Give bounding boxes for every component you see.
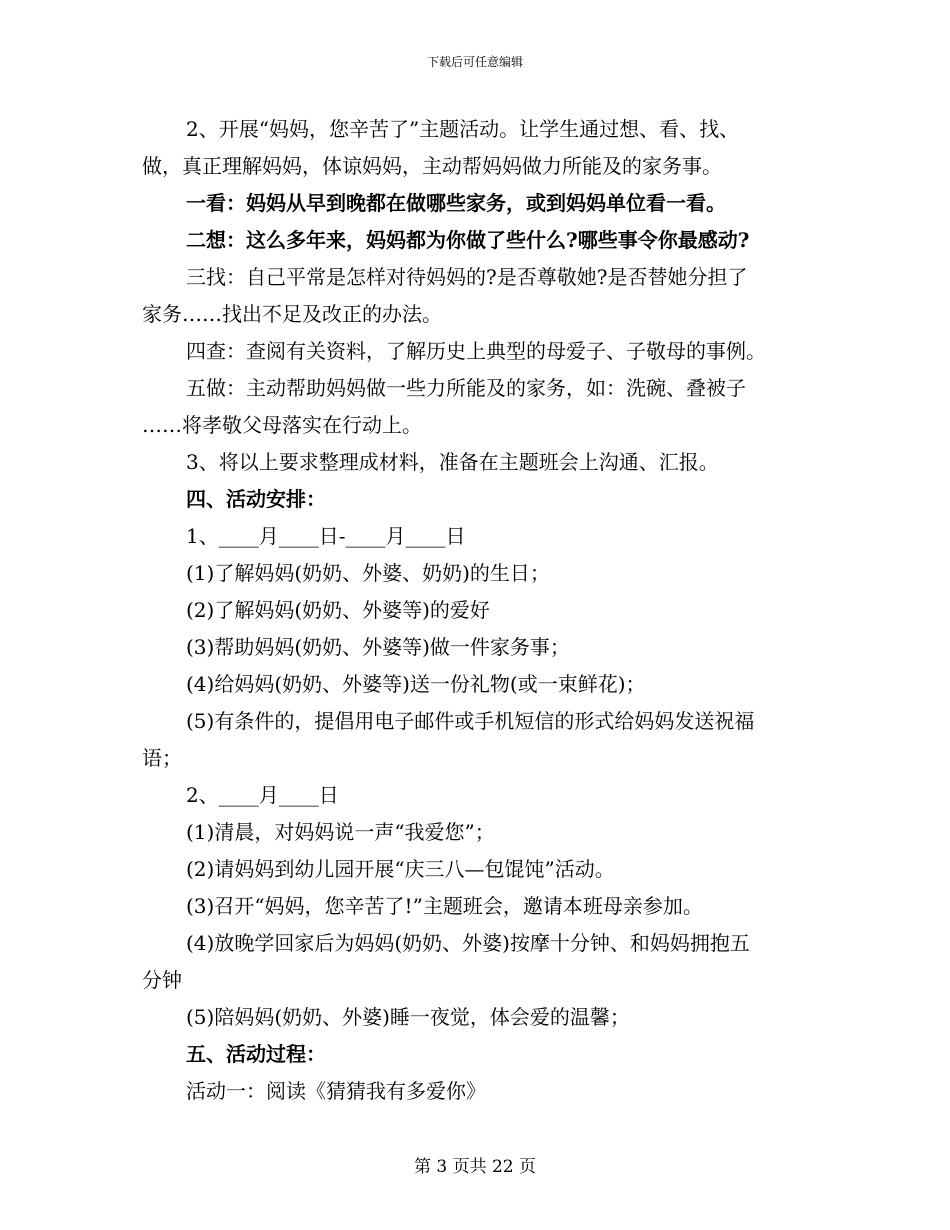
section-heading: 二想：这么多年来，妈妈都为你做了些什么?哪些事令你最感动? <box>186 228 750 252</box>
text-line: (3)召开“妈妈，您辛苦了!”主题班会，邀请本班母亲参加。 <box>186 894 703 918</box>
section-heading: 四、活动安排： <box>186 487 326 511</box>
text-line: (5)有条件的，提倡用电子邮件或手机短信的形式给妈妈发送祝福 <box>186 709 755 733</box>
page-header: 下载后可任意编辑 <box>426 55 523 69</box>
text-line: 语； <box>142 746 182 770</box>
text-line: (2)了解妈妈(奶奶、外婆等)的爱好 <box>186 598 490 622</box>
text-line: 做，真正理解妈妈，体谅妈妈，主动帮妈妈做力所能及的家务事。 <box>142 154 722 178</box>
text-line: 五做：主动帮助妈妈做一些力所能及的家务，如：洗碗、叠被子 <box>186 376 746 400</box>
section-heading: 五、活动过程： <box>186 1042 326 1066</box>
text-line: (4)给妈妈(奶奶、外婆等)送一份礼物(或一束鲜花)； <box>186 672 646 696</box>
text-line: (5)陪妈妈(奶奶、外婆)睡一夜觉，体会爱的温馨； <box>186 1005 630 1029</box>
text-line: 活动一：阅读《猜猜我有多爱你》 <box>186 1079 486 1103</box>
text-line: 分钟 <box>142 968 182 992</box>
text-line: 四查：查阅有关资料，了解历史上典型的母爱子、子敬母的事例。 <box>186 339 766 363</box>
document-body <box>142 111 812 1110</box>
text-line: 1、____月____日-____月____日 <box>186 524 466 548</box>
page-footer: 第 3 页共 22 页 <box>413 1157 537 1177</box>
text-line: 3、将以上要求整理成材料，准备在主题班会上沟通、汇报。 <box>186 450 719 474</box>
text-line: 家务……找出不足及改正的办法。 <box>142 302 442 326</box>
text-line: (1)了解妈妈(奶奶、外婆、奶奶)的生日； <box>186 561 550 585</box>
section-heading: 一看：妈妈从早到晚都在做哪些家务，或到妈妈单位看一看。 <box>186 191 726 215</box>
text-line: 2、开展“妈妈，您辛苦了”主题活动。让学生通过想、看、找、 <box>186 117 740 141</box>
text-line: 2、____月____日 <box>186 783 339 807</box>
text-line: ……将孝敬父母落实在行动上。 <box>142 413 422 437</box>
text-line: (1)清晨，对妈妈说一声“我爱您”； <box>186 820 495 844</box>
text-line: (4)放晚学回家后为妈妈(奶奶、外婆)按摩十分钟、和妈妈拥抱五 <box>186 931 750 955</box>
text-line: (2)请妈妈到幼儿园开展“庆三八—包馄饨”活动。 <box>186 857 615 881</box>
text-line: 三找：自己平常是怎样对待妈妈的?是否尊敬她?是否替她分担了 <box>186 265 748 289</box>
text-line: (3)帮助妈妈(奶奶、外婆等)做一件家务事； <box>186 635 570 659</box>
